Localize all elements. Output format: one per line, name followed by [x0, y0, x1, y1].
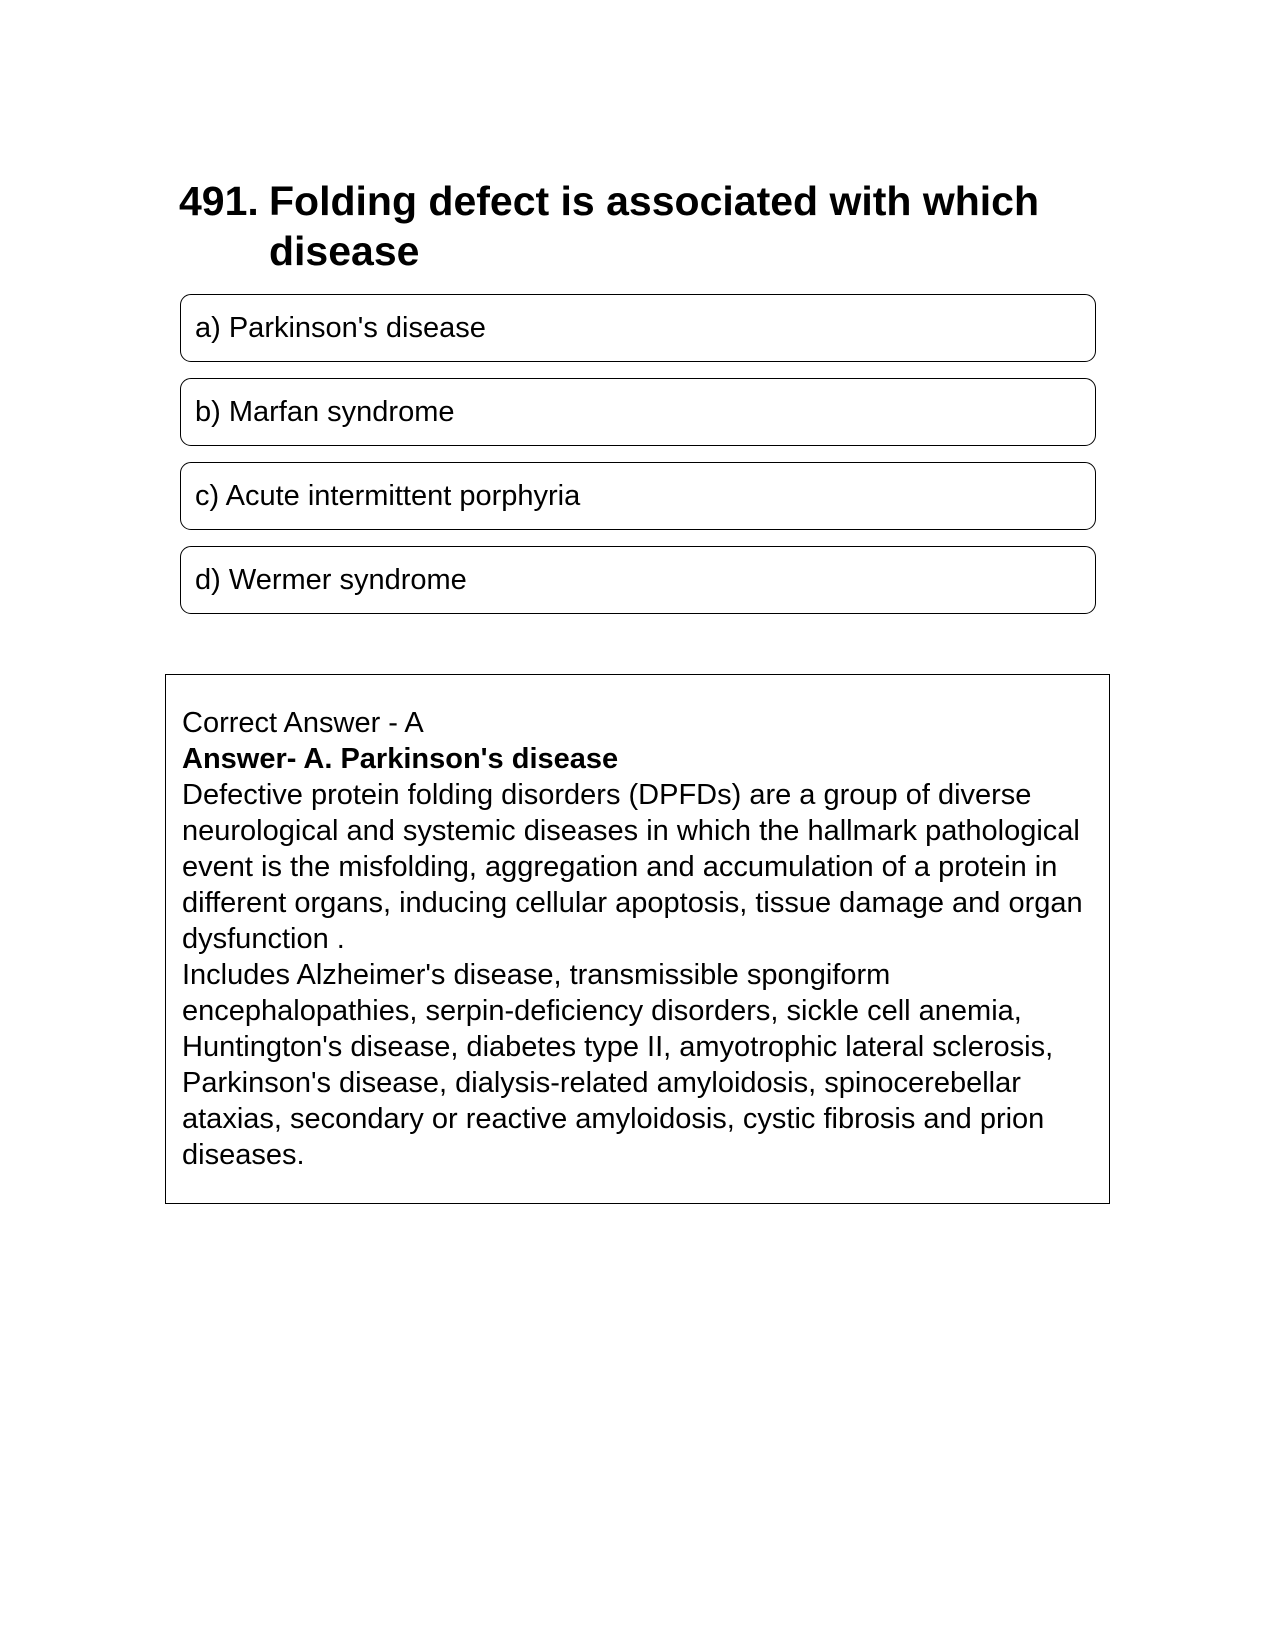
- question-heading: [179, 176, 1079, 276]
- explanation-paragraph-1: Defective protein folding disorders (DPFDs) are a group of diverse neurological and systemic diseases in which the hallmark pathological event is the misfolding, aggregation and accumulation of a protein in different organs, inducing cellular apoptosis, tissue damage and organ dysfunction .: [182, 779, 1083, 955]
- correct-answer-line: Correct Answer - A: [182, 707, 424, 739]
- option-b[interactable]: b) Marfan syndrome: [180, 378, 1096, 446]
- option-a[interactable]: a) Parkinson's disease: [180, 294, 1096, 362]
- options-list: [180, 294, 1096, 630]
- answer-heading: Answer- A. Parkinson's disease: [182, 743, 619, 775]
- option-d[interactable]: d) Wermer syndrome: [180, 546, 1096, 614]
- answer-explanation-box: [165, 674, 1110, 1204]
- explanation-paragraph-2: Includes Alzheimer's disease, transmissible spongiform encephalopathies, serpin-deficiency disorders, sickle cell anemia, Huntington's disease, diabetes type II, amyotrophic lateral sclerosis, Parkinson's disease, dialysis-related amyloidosis, spinocerebellar ataxias, secondary or reactive amyloidosis, cystic fibrosis and prion diseases.: [182, 959, 1054, 1171]
- question-number: 491.: [179, 178, 259, 224]
- question-text: Folding defect is associated with which disease: [269, 178, 1040, 274]
- option-c[interactable]: c) Acute intermittent porphyria: [180, 462, 1096, 530]
